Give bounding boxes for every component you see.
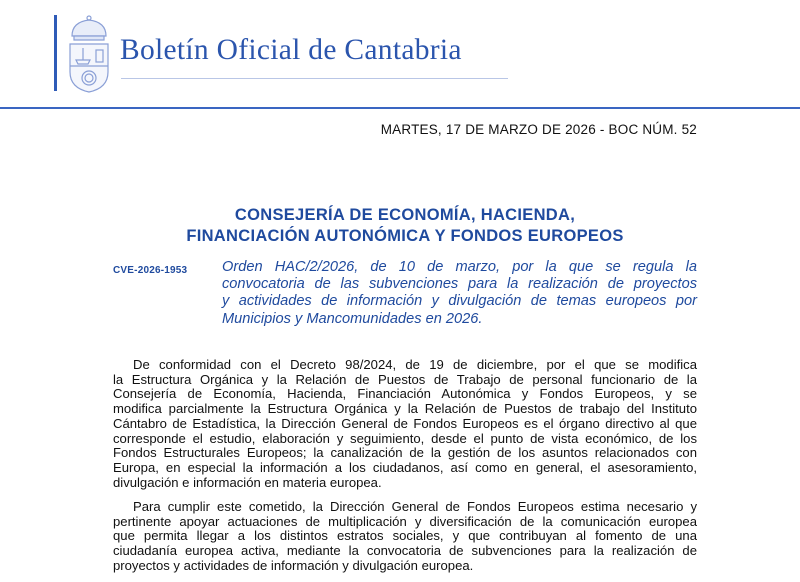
header-divider bbox=[0, 107, 800, 109]
paragraph-line: divulgación e información en materia europea. bbox=[113, 474, 382, 490]
department-line: FINANCIACIÓN AUTONÓMICA Y FONDOS EUROPEOS bbox=[186, 227, 624, 245]
paragraph-line: Cántabro de Estadística, la Dirección General de Fondos Europeos es el órgano directivo al que bbox=[113, 415, 697, 431]
coat-of-arms-logo bbox=[64, 14, 114, 94]
paragraph-line: Consejería de Economía, Hacienda, Financiación Autonómica y Fondos Europeos, y se bbox=[113, 386, 697, 402]
paragraph-line: Para cumplir este cometido, la Dirección General de Fondos Europeos estima necesario y bbox=[133, 499, 697, 514]
body-paragraph bbox=[113, 500, 697, 574]
paragraph-line: ciudadanía europea activa, mediante la convocatoria de subvenciones para la realización de bbox=[113, 543, 697, 559]
summary-line: Orden HAC/2/2026, de 10 de marzo, por la que se regula la bbox=[222, 259, 697, 275]
summary-line: Municipios y Mancomunidades en 2026. bbox=[222, 310, 483, 327]
order-summary bbox=[222, 259, 697, 328]
department-heading bbox=[0, 205, 800, 247]
publication-title: Boletín Oficial de Cantabria bbox=[120, 34, 462, 66]
paragraph-line: proyectos y actividades de información y divulgación europea. bbox=[113, 557, 474, 573]
paragraph-line: la Estructura Orgánica y la Relación de Puestos de Trabajo de personal funcionario de la bbox=[113, 371, 697, 387]
summary-line: y actividades de información y divulgación de temas europeos por bbox=[222, 293, 697, 310]
paragraph-line: Europa, en especial la información a los ciudadanos, así como en general, el asesoramiento, bbox=[113, 459, 697, 475]
paragraph-line: corresponde el estudio, elaboración y seguimiento, desde el punto de vista económico, de los bbox=[113, 430, 697, 446]
department-line: CONSEJERÍA DE ECONOMÍA, HACIENDA, bbox=[234, 206, 576, 224]
cve-code: CVE-2026-1953 bbox=[113, 265, 188, 276]
header-accent-bar bbox=[54, 15, 57, 91]
issue-date-line: MARTES, 17 DE MARZO DE 2026 - BOC NÚM. 52 bbox=[380, 122, 697, 137]
paragraph-line: De conformidad con el Decreto 98/2024, de 19 de diciembre, por el que se modifica bbox=[133, 357, 697, 372]
paragraph-line: pertinente apoyar actuaciones de multiplicación y diversificación de la comunicación europea bbox=[113, 513, 697, 529]
body-paragraph bbox=[113, 358, 697, 490]
paragraph-line: que permita llegar a los distintos estratos sociales, y que contribuyan al fomento de una bbox=[113, 528, 697, 544]
paragraph-line: Fondos Estructurales Europeos; la canalización de la gestión de los asuntos relacionados con bbox=[113, 445, 697, 461]
paragraph-line: modifica parcialmente la Estructura Orgánica y la Relación de Puestos de trabajo del Instituto bbox=[113, 401, 697, 417]
summary-line: convocatoria de las subvenciones para la realización de proyectos bbox=[222, 276, 697, 293]
title-underline bbox=[121, 78, 508, 79]
